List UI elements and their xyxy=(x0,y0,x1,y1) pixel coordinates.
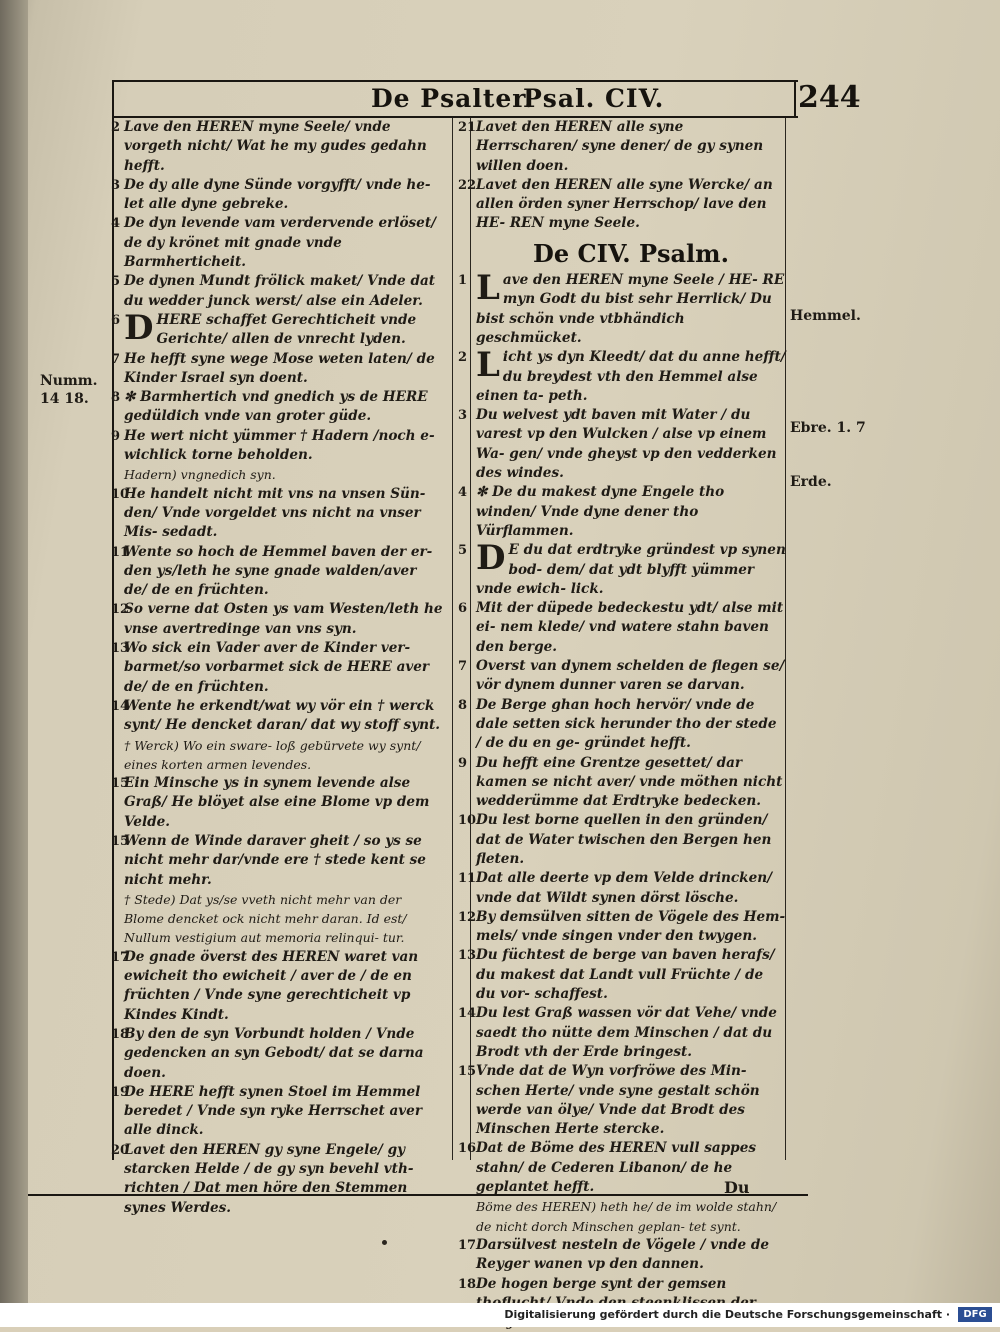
verse xyxy=(458,1062,786,1139)
verse-text: Wenn de Winde daraver gheit / so ys se nicht mehr dar/vnde ere † stede kent se nicht mehr. xyxy=(124,832,426,888)
dfg-logo: DFG xyxy=(958,1307,992,1322)
verse-text: Böme des HEREN) heth he/ de im wolde stahn/ de nicht dorch Minschen geplan- tet synt. xyxy=(476,1199,777,1234)
verse-number: 4 xyxy=(458,485,468,501)
verse-text: Wente so hoch de Hemmel baven der er- den ys/leth he syne gnade walden/aver de/ de en früchten. xyxy=(124,543,433,599)
verse-text: Lavet den HEREN alle syne Wercke/ an allen örden syner Herrschop/ lave den HE- REN myne Seele. xyxy=(476,176,773,232)
verse-text: Lave den HEREN myne Seele/ vnde vorgeth nicht/ Wat he my gudes gedahn hefft. xyxy=(124,119,427,174)
verse-text: De dyn levende vam verdervende erlöset/ de dy krönet mit gnade vnde Barmherticheit. xyxy=(124,215,437,271)
verse xyxy=(458,345,786,406)
drop-initial: D xyxy=(124,307,154,348)
verse-text: Vnde dat de Wyn vorfröwe des Min- schen Herte/ vnde syne gestalt schön werde van ölye/ Vnde dat Brodt des Minschen Herte stercke. xyxy=(476,1063,760,1138)
verse xyxy=(111,307,444,350)
verse-text: He hefft syne wege Mose weten laten/ de Kinder Israel syn doent. xyxy=(124,350,435,386)
verse-number: 18 xyxy=(458,1276,477,1292)
verse-number: 11 xyxy=(458,871,477,887)
drop-initial: L xyxy=(476,268,500,309)
verse-number: 7 xyxy=(111,351,121,367)
verse-text: Dat alle deerte vp dem Velde drincken/ vnde dat Wildt synen dörst lösche. xyxy=(476,870,773,906)
verse-number: 15 xyxy=(111,776,130,792)
verse-number: 18 xyxy=(111,1026,130,1042)
verse-text: De Berge ghan hoch hervör/ vnde de dale setten sick herunder tho der stede / de du en ge- gründet hefft. xyxy=(476,696,777,752)
column-divider xyxy=(452,118,453,1160)
verse-number: 21 xyxy=(458,120,477,135)
verse-number: 16 xyxy=(458,1141,477,1157)
catchword: Du xyxy=(724,1178,750,1197)
gloss-note xyxy=(124,890,444,948)
verse-text: Lavet den HEREN gy syne Engele/ gy starcken Helde / de gy syn bevehl vth- richten / Dat men höre den Stemmen synes Werdes. xyxy=(124,1141,414,1216)
verse-text: Du füchtest de berge van baven herafs/ du makest dat Landt vull Früchte / de du vor- schaffest. xyxy=(476,947,775,1003)
verse-number: 15 xyxy=(111,833,130,849)
verse xyxy=(111,485,444,543)
gloss-note xyxy=(124,736,444,775)
verse-text: So verne dat Osten ys vam Westen/leth he vnse avertredinge van vns syn. xyxy=(124,601,443,637)
verse xyxy=(111,388,444,427)
margin-note-hemmel: Hemmel. xyxy=(790,308,861,324)
verse-number: 13 xyxy=(111,641,130,657)
verse xyxy=(458,118,786,176)
verse-text: De dy alle dyne Sünde vorgyfft/ vnde he- let alle dyne gebreke. xyxy=(124,176,431,213)
verse-text: ave den HEREN myne Seele / HE- RE myn Godt du bist sehr Herrlick/ Du bist schön vnde vtbhändich geschmücket. xyxy=(476,272,785,346)
psalm-103-end xyxy=(458,118,786,234)
verse-number: 9 xyxy=(458,755,468,771)
psalm-title: De CIV. Psalm. xyxy=(533,238,729,268)
verse xyxy=(458,176,786,234)
verse-number: 3 xyxy=(111,177,121,193)
verse-number: 15 xyxy=(458,1064,477,1080)
verse-text: † Stede) Dat ys/se vveth nicht mehr van der Blome dencket ock nicht mehr daran. Id est/ Nullum vestigium aut memoria relinqui- tur. xyxy=(124,891,407,946)
verse xyxy=(458,1004,786,1062)
digitization-footer xyxy=(0,1303,1000,1327)
verse xyxy=(111,272,444,311)
verse-number: 8 xyxy=(111,390,121,406)
verse-text: Lavet den HEREN alle syne Herrscharen/ syne dener/ de gy synen willen doen. xyxy=(476,119,764,174)
left-frame-rule xyxy=(112,80,114,1160)
verse-text: HERE schaffet Gerechticheit vnde Gerichte/ allen de vnrecht lyden. xyxy=(156,311,417,348)
verse-number: 19 xyxy=(111,1084,130,1100)
verse-number: 22 xyxy=(458,177,477,193)
verse-number: 10 xyxy=(111,486,130,502)
verse xyxy=(458,811,786,869)
verse-text: De HERE hefft synen Stoel im Hemmel beredet / Vnde syn ryke Herrschet aver alle dinck. xyxy=(124,1083,422,1139)
verse-number: 3 xyxy=(458,408,468,424)
drop-initial: D xyxy=(476,538,506,579)
verse-text: Du lest Graß wassen vör dat Vehe/ vnde saedt tho nütte dem Minschen / dat du Brodt vth der Erde bringest. xyxy=(476,1005,777,1060)
verse-number: 12 xyxy=(111,602,130,618)
verse-number: 14 xyxy=(111,698,130,714)
running-title-left: De Psalter. xyxy=(371,84,534,113)
verse-text: By den de syn Vorbundt holden / Vnde gedencken an syn Gebodt/ dat se darna doen. xyxy=(124,1025,424,1081)
verse-number: 5 xyxy=(111,274,121,290)
verse xyxy=(458,406,786,483)
verse-text: Darsülvest nesteln de Vögele / vnde de Reyger wanen vp den dannen. xyxy=(476,1236,770,1273)
verse-number: 20 xyxy=(111,1142,130,1158)
verse xyxy=(111,543,444,601)
verse xyxy=(111,427,444,466)
verse xyxy=(458,869,786,908)
verse-number: 6 xyxy=(111,312,121,328)
verse-text: Wente he erkendt/wat wy vör ein † werck synt/ He dencket daran/ dat wy stoff synt. xyxy=(124,697,440,734)
verse xyxy=(111,697,444,736)
verse-text: E du dat erdtryke gründest vp synen bod- dem/ dat ydt blyfft yümmer vnde ewich- lick. xyxy=(476,542,786,597)
verse-text: icht ys dyn Kleedt/ dat du anne hefft/ du breydest vth den Hemmel alse einen ta- peth. xyxy=(476,349,786,404)
verse-number: 4 xyxy=(111,216,121,232)
page-number: 244 xyxy=(798,80,861,115)
verse-number: 7 xyxy=(458,659,468,675)
verse xyxy=(111,350,444,389)
verse-number: 13 xyxy=(458,948,477,964)
running-title-right: Psal. CIV. xyxy=(523,84,665,113)
drop-initial: L xyxy=(476,345,500,386)
verse-number: 8 xyxy=(458,697,468,713)
verse xyxy=(458,946,786,1004)
psalm-104-text xyxy=(458,268,786,1332)
verse-text: De hogen berge synt der gemsen xyxy=(476,1275,727,1292)
verse xyxy=(458,754,786,812)
verse-text: Overst van dynem schelden de flegen se/ vör dynem dunner varen se darvan. xyxy=(476,658,785,694)
right-text-column xyxy=(458,118,786,1332)
verse-number: 9 xyxy=(111,428,121,444)
verse xyxy=(111,118,444,176)
verse xyxy=(111,774,444,832)
funding-credit: Digitalisierung gefördert durch die Deutsche Forschungsgemeinschaft · xyxy=(504,1308,950,1321)
verse-text: By demsülven sitten de Vögele des Hem- mels/ vnde singen vnder den twygen. xyxy=(476,908,786,945)
margin-note-erde: Erde. xyxy=(790,474,832,490)
margin-note-ebre: Ebre. 1. 7 xyxy=(790,420,866,436)
verse-number: 12 xyxy=(458,909,477,925)
verse xyxy=(458,657,786,696)
running-header xyxy=(115,82,795,116)
verse-text: De gnade överst des HEREN waret van ewicheit tho ewicheit / aver de / de en früchten / Vnde syne gerechticheit vp Kindes Kindt. xyxy=(124,948,419,1023)
verse xyxy=(458,908,786,947)
margin-note-left: Numm. 14 18. xyxy=(40,373,98,407)
verse-text: Du lest borne quellen in den gründen/ dat de Water twischen den Bergen hen fleten. xyxy=(476,812,772,867)
verse-number: 11 xyxy=(111,544,130,560)
verse-text: He handelt nicht mit vns na vnsen Sün- den/ Vnde vorgeldet vns nicht na vnser Mis- sedadt. xyxy=(124,485,426,541)
verse xyxy=(458,268,786,348)
verse-text: Wo sick ein Vader aver de Kinder ver- barmet/so vorbarmet sick de HERE aver de/ de en früchten. xyxy=(124,640,430,695)
verse-text: ✻ Barmhertich vnd gnedich ys de HERE gedüldich vnde van groter güde. xyxy=(124,389,428,425)
verse-text: Dat de Böme des HEREN vull sappes stahn/ de Cederen Libanon/ de he geplantet hefft. xyxy=(476,1140,756,1196)
verse xyxy=(111,948,444,1025)
verse xyxy=(458,538,786,599)
verse xyxy=(458,1236,786,1275)
verse-number: 1 xyxy=(458,273,468,289)
verse xyxy=(111,832,444,890)
verse-number: 2 xyxy=(111,120,121,135)
verse-text: Mit der düpede bedeckestu ydt/ alse mit ei- nem klede/ vnd watere stahn baven den berge. xyxy=(476,600,784,655)
page-dot xyxy=(382,1240,387,1245)
verse-text: † Werck) Wo ein sware- loß gebürvete wy synt/ eines korten armen levendes. xyxy=(124,737,421,772)
verse xyxy=(458,599,786,657)
verse-number: 14 xyxy=(458,1006,477,1022)
verse xyxy=(458,483,786,541)
verse-text: Hadern) vngnedich syn. xyxy=(124,467,276,483)
verse xyxy=(111,639,444,697)
verse-number: 2 xyxy=(458,350,468,366)
verse-number: 5 xyxy=(458,543,468,559)
verse-number: 17 xyxy=(111,949,130,965)
page-gutter xyxy=(0,0,28,1303)
verse xyxy=(111,214,444,272)
verse xyxy=(111,1141,444,1218)
verse-number: 17 xyxy=(458,1237,477,1253)
left-text-column xyxy=(111,118,444,1218)
gloss-note xyxy=(476,1197,786,1236)
verse-text: He wert nicht yümmer † Hadern /noch e- wichlick torne beholden. xyxy=(124,427,435,464)
verse-text: Du welvest ydt baven mit Water / du varest vp den Wulcken / alse vp einem Wa- gen/ vnde gheyst vp den vedderken des windes. xyxy=(476,407,777,482)
verse xyxy=(111,1025,444,1083)
verse xyxy=(111,176,444,215)
verse-text: Du hefft eine Grentze gesettet/ dar kamen se nicht aver/ vnde möthen nicht wedderümme dat Erdtryke bedecken. xyxy=(476,754,783,810)
verse xyxy=(458,696,786,754)
verse-number: 10 xyxy=(458,813,477,829)
verse xyxy=(111,1083,444,1141)
verse-text: ✻ De du makest dyne Engele tho winden/ Vnde dyne dener tho Vürflammen. xyxy=(476,484,725,539)
verse xyxy=(111,600,444,639)
verse-text: Ein Minsche ys in synem levende alse Graß/ He blöyet alse eine Blome vp dem Velde. xyxy=(124,775,430,830)
verse-number: 6 xyxy=(458,601,468,617)
verse-text: De dynen Mundt frölick maket/ Vnde dat du wedder junck werst/ alse ein Adeler. xyxy=(124,273,436,309)
gloss-note xyxy=(124,465,444,484)
